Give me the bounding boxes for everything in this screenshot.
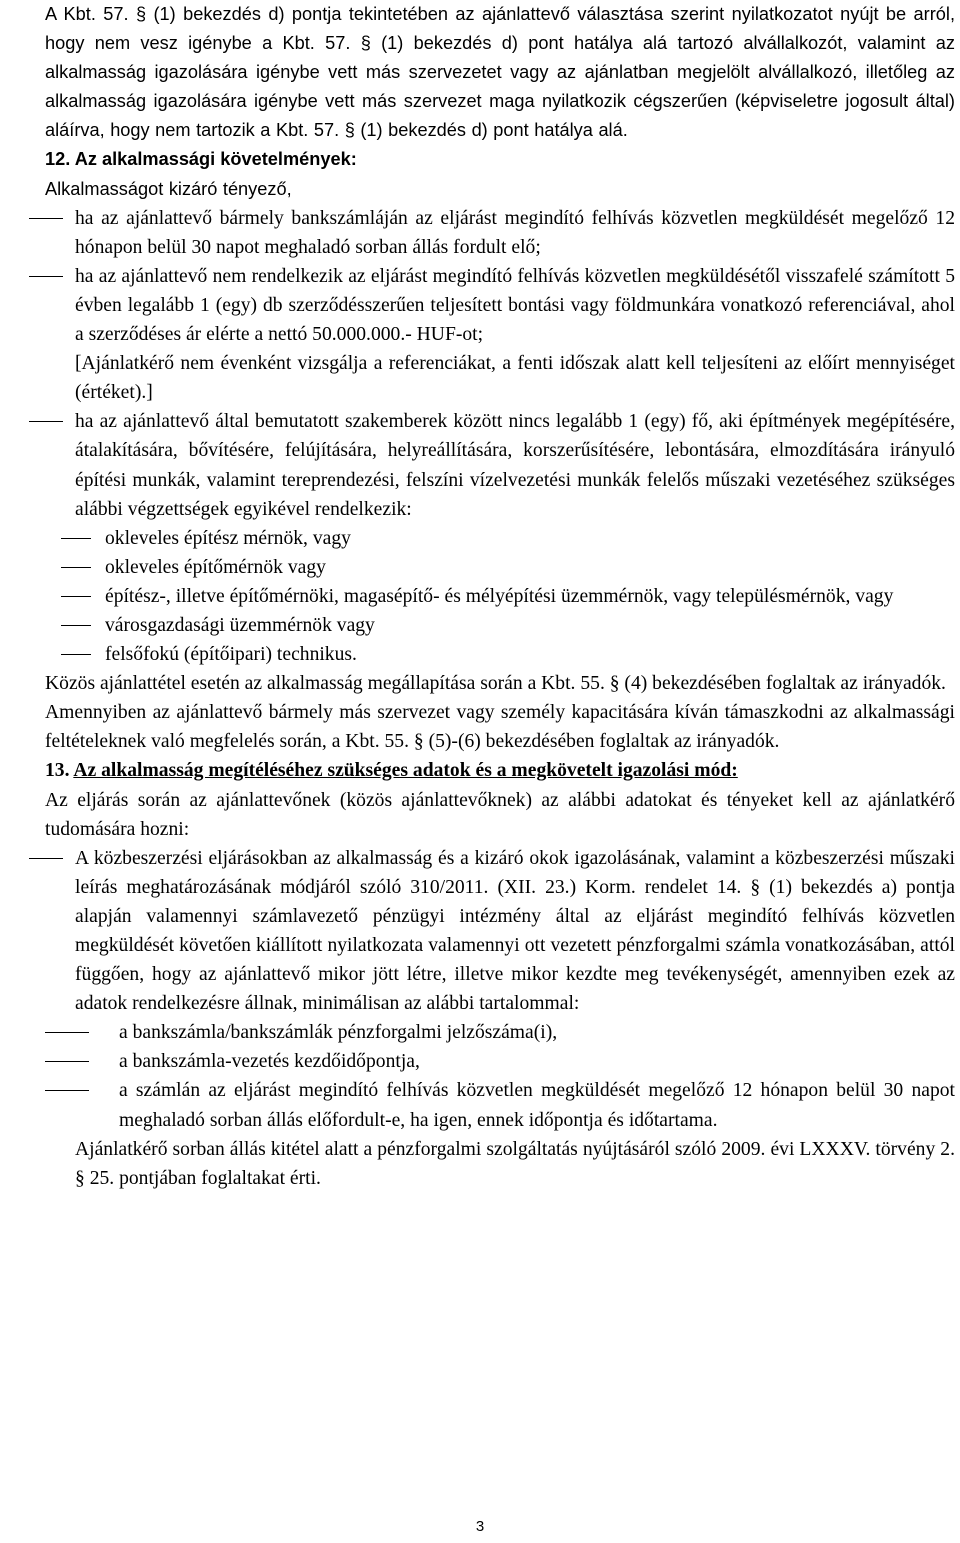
section-12-title: Az alkalmassági követelmények:: [74, 149, 357, 170]
section-12-bullet-3: ha az ajánlattevő által bemutatott szakemberek között nincs legalább 1 (egy) fő, aki építmények megépítésére, átalakítására, bővítésére, felújítására, helyreállítására, korszerűsítésére, lebontására, elmozdítására irányuló építési munkák, valamint tereprendezési, felszíni vízelvezetési munkák felelős műszaki vezetéséhez szükséges alábbi végzettségek egyikével rendelkezik:: [45, 407, 955, 523]
page-number: 3: [475, 1518, 485, 1535]
section-12-bullet-1: ha az ajánlattevő bármely bankszámláján az eljárást megindító felhívás közvetlen megküldését megelőző 12 hónapon belül 30 napot meghaladó sorban állás fordult elő;: [45, 204, 955, 262]
joint-bid-paragraph: Közös ajánlattétel esetén az alkalmasság megállapítása során a Kbt. 55. § (4) bekezdésében foglaltak az irányadók.: [45, 673, 946, 695]
qualification-item: okleveles építőmérnök vagy: [45, 553, 955, 582]
document-page: [45, 0, 955, 1193]
qualification-item: városgazdasági üzemmérnök vagy: [45, 611, 955, 640]
section-13-title: Az alkalmasság megítéléséhez szükséges adatok és a megkövetelt igazolási mód:: [73, 760, 738, 782]
section-13-bullet-1: A közbeszerzési eljárásokban az alkalmasság és a kizáró okok igazolásának, valamint a közbeszerzési műszaki leírás meghatározásának módjáról szóló 310/2011. (XII. 23.) Korm. rendelet 14. § (1) bekezdés a) pontja alapján valamennyi számlavezető pénzügyi intézmény által az eljárást megindító felhívás közvetlen megküldését követően kiállított nyilatkozata valamennyi ott vezetett pénzforgalmi számla vonatkozásában, attól függően, hogy az ajánlattevő mikor jött létre, illetve mikor kezdte meg tevékenységét, amennyiben ezek az adatok rendelkezésre állnak, minimálisan az alábbi tartalommal:: [45, 844, 955, 1019]
section-12-bracket-note: [Ajánlatkérő nem évenként vizsgálja a referenciákat, a fenti időszak alatt kell teljesíteni az előírt mennyiséget (értéket).]: [75, 353, 955, 404]
section-13-number: 13.: [45, 760, 70, 782]
section-12-number: 12.: [45, 149, 71, 170]
bank-statement-item: a bankszámla/bankszámlák pénzforgalmi jelzőszáma(i),: [45, 1018, 955, 1047]
qualification-item: építész-, illetve építőmérnöki, magasépítő- és mélyépítési üzemmérnök, vagy településmérnök, vagy: [45, 582, 955, 611]
intro-paragraph: A Kbt. 57. § (1) bekezdés d) pontja tekintetében az ajánlattevő választása szerint nyilatkozatot nyújt be arról, hogy nem vesz igénybe a Kbt. 57. § (1) bekezdés d) pont hatálya alá tartozó alvállalkozót, valamint az alkalmasság igazolására igénybe vett más szervezetet vagy az ajánlatban megjelölt alvállalkozó, illetőleg az alkalmasság igazolására igénybe vett más szervezet maga nyilatkozik cégszerűen (képviseletre jogosult által) aláírva, hogy nem tartozik a Kbt. 57. § (1) bekezdés d) pont hatálya alá.: [45, 4, 955, 141]
qualification-item: felsőfokú (építőipari) technikus.: [45, 640, 955, 669]
section-13: [45, 756, 955, 1192]
section-12-bullet-2: ha az ajánlattevő nem rendelkezik az eljárást megindító felhívás közvetlen megküldésétől visszafelé számított 5 évben legalább 1 (egy) db szerződésszerűen teljesített bontási vagy földmunkára vonatkozó referenciával, ahol a szerződéses ár elérte a nettó 50.000.000.- HUF-ot;: [45, 262, 955, 349]
queue-definition-paragraph: Ajánlatkérő sorban állás kitétel alatt a pénzforgalmi szolgáltatás nyújtásáról szóló 2009. évi LXXXV. törvény 2. § 25. pontjában foglaltakat érti.: [75, 1138, 955, 1189]
section-12: [45, 145, 955, 756]
section-12-heading: [45, 145, 955, 174]
section-13-lead: Az eljárás során az ajánlattevőnek (közös ajánlattevőknek) az alábbi adatokat és tényeket kell az ajánlatkérő tudomására hozni:: [45, 789, 955, 840]
qualification-item: okleveles építész mérnök, vagy: [45, 524, 955, 553]
bank-statement-item: a bankszámla-vezetés kezdőidőpontja,: [45, 1047, 955, 1076]
section-12-lead: Alkalmasságot kizáró tényező,: [45, 178, 292, 199]
section-13-heading: [45, 756, 955, 785]
bank-statement-item: a számlán az eljárást megindító felhívás közvetlen megküldését megelőző 12 hónapon belül 30 napot meghaladó sorban állás előfordult-e, ha igen, ennek időpontja és időtartama.: [45, 1076, 955, 1134]
capacity-paragraph: Amennyiben az ajánlattevő bármely más szervezet vagy személy kapacitására kíván támaszkodni az alkalmassági feltételeknek való megfelelés során, a Kbt. 55. § (5)-(6) bekezdésében foglaltak az irányadók.: [45, 702, 955, 753]
